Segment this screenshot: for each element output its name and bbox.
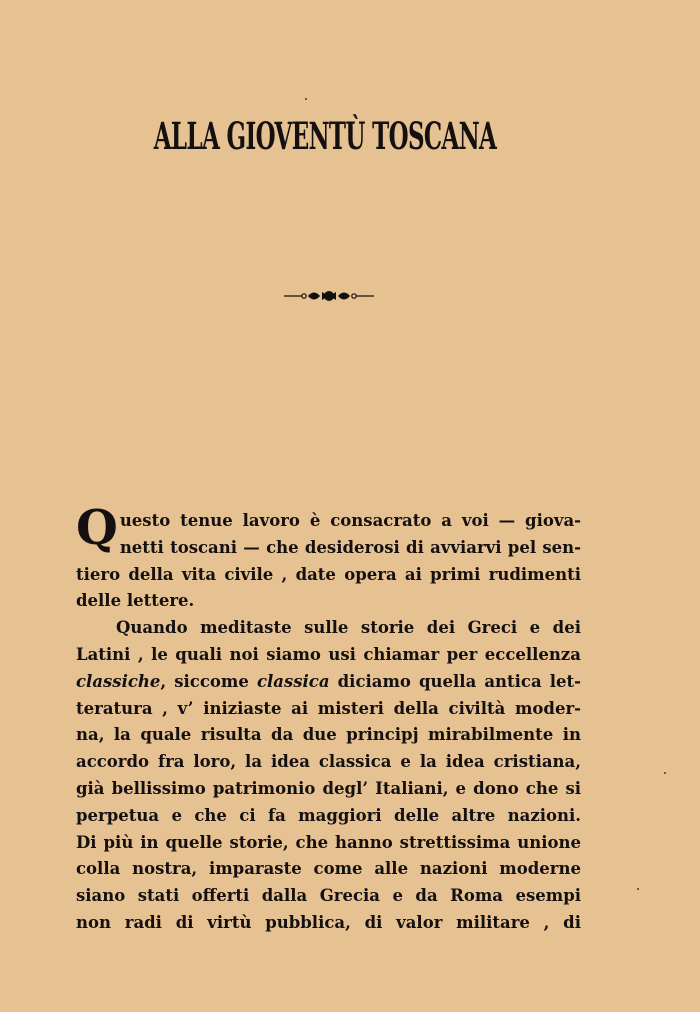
text-line: colla nostra, imparaste come alle nazioni moderne bbox=[76, 859, 581, 879]
text-line: già bellissimo patrimonio degl’ Italiani, e dono che si bbox=[76, 778, 581, 798]
italic-word: classica bbox=[256, 671, 330, 691]
text-line: accordo fra loro, la idea classica e la idea cristiana, bbox=[76, 752, 581, 772]
text-line: Quando meditaste sulle storie dei Greci e dei bbox=[116, 618, 581, 638]
paper-speck bbox=[305, 98, 307, 100]
text-line: Latini , le quali noi siamo usi chiamar per eccellenza bbox=[76, 644, 581, 664]
text-line: tiero della vita civile , date opera ai primi rudimenti bbox=[76, 564, 581, 584]
italic-word: classiche bbox=[76, 671, 161, 691]
printer-ornament-icon bbox=[282, 288, 376, 304]
paragraph-1 bbox=[76, 500, 581, 615]
body-text bbox=[76, 500, 581, 937]
text-line: non radi di virtù pubblica, di valor militare , di bbox=[76, 912, 581, 932]
page-title: ALLA GIOVENTÙ TOSCANA bbox=[153, 114, 497, 158]
drop-cap: Q bbox=[76, 500, 118, 556]
text-line: classiche, siccome classica diciamo quella antica let- bbox=[76, 671, 581, 691]
text-line: netti toscani — che desiderosi di avviarvi pel sen- bbox=[119, 537, 581, 557]
text-line: perpetua e che ci fa maggiori delle altre nazioni. bbox=[76, 805, 581, 825]
paper-speck bbox=[637, 888, 639, 890]
text-line: uesto tenue lavoro è consacrato a voi — giova- bbox=[119, 511, 581, 530]
text-line: na, la quale risulta da due principj mirabilmente in bbox=[76, 725, 581, 745]
paragraph-2 bbox=[76, 615, 581, 937]
text-line: delle lettere. bbox=[76, 591, 195, 611]
text-line: teratura , v’ iniziaste ai misteri della civiltà moder- bbox=[76, 698, 581, 718]
text-line: Di più in quelle storie, che hanno strettissima unione bbox=[76, 832, 581, 852]
text-line: siano stati offerti dalla Grecia e da Roma esempi bbox=[76, 886, 581, 906]
paper-speck bbox=[664, 772, 666, 774]
